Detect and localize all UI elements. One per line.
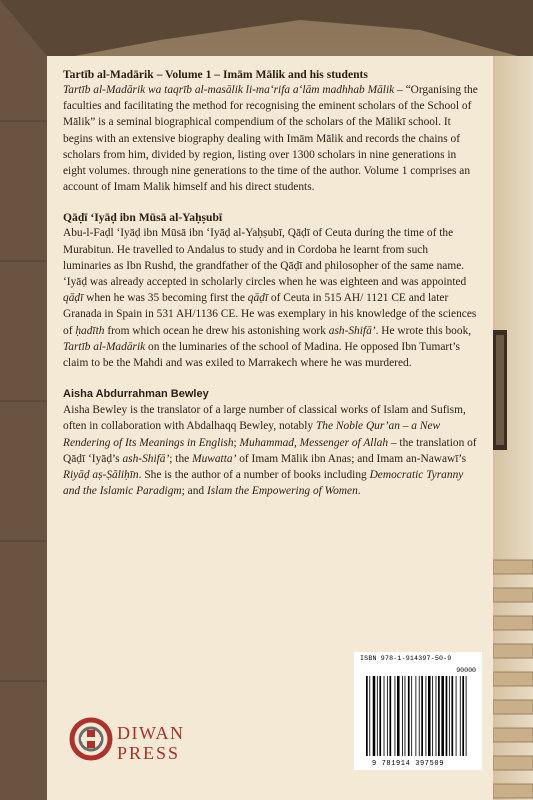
barcode-bar	[379, 676, 381, 756]
barcode-bar	[432, 676, 433, 756]
diwan-press-logo	[69, 714, 209, 774]
price-code: 90000	[456, 667, 476, 674]
barcode-bar	[421, 676, 423, 756]
barcode-bar	[415, 676, 416, 756]
barcode-bar	[436, 676, 437, 756]
text-run: .	[357, 485, 361, 498]
barcode-bar	[408, 676, 410, 756]
barcode-bar	[456, 676, 457, 756]
barcode-bar	[449, 676, 450, 756]
barcode-bar	[397, 676, 400, 756]
text-run: on the luminaries of the school of Madina. He opposed Ibn Tumart’s claim to be the Mahdi and was exiled to Marrakech where he was murdered.	[63, 340, 460, 370]
italic-text-run: Muhammad, Messenger of Allah	[239, 436, 389, 449]
barcode-bars	[354, 652, 482, 770]
barcode-bar	[402, 676, 403, 756]
barcode-bar	[428, 676, 431, 756]
text-run: . He wrote this book,	[375, 324, 472, 337]
text-run: Aisha Bewley is the translator of a large number of classical works of Islam and Sufism, often in collaboration with Abdalhaqq Bewley, notably	[63, 404, 466, 433]
text-run: ;	[233, 436, 240, 449]
translator-biography	[63, 402, 478, 499]
text-run: ; the	[169, 452, 193, 465]
italic-text-run: Muwatta’	[192, 452, 237, 465]
barcode-bar	[387, 676, 388, 756]
barcode-bar	[369, 676, 370, 756]
barcode-bar	[373, 676, 376, 756]
barcode-bar	[441, 676, 444, 756]
isbn-text: ISBN 978-1-914397-50-9	[360, 655, 452, 662]
italic-text-run: Democratic Tyranny and the Islamic Paradigm	[63, 469, 464, 498]
text-run: of Ceuta in 515 AH/ 1121 CE and later Granada in Spain in 531 AH/1136 CE. He was exemplary in his knowledge of the sciences of	[63, 292, 477, 337]
barcode-bar	[438, 676, 440, 756]
barcode-bar	[446, 676, 448, 756]
barcode-bar	[395, 676, 396, 756]
text-run: from which ocean he drew his astonishing work	[104, 324, 329, 337]
publisher-name-line1: DIWAN	[117, 723, 185, 743]
text-run: when he was 35 becoming first the	[83, 292, 248, 305]
italic-text-run: ash-Shifā’	[122, 452, 170, 465]
text-run: . She is the author of a number of books including	[138, 469, 370, 482]
italic-text-run: ash-Shifā’	[328, 324, 376, 337]
italic-text-run: Tartīb al-Madārik wa taqrīb al-masālik li-ma‘rifa a‘lām madhhab Mālik	[63, 84, 395, 96]
italic-text-run: The Noble Qur’an – a New Rendering of Its Meanings in English	[63, 420, 441, 449]
barcode-number: 9 781914 397509	[372, 760, 445, 768]
author-heading: Qāḍī ‘Iyāḍ ibn Mūsā al-Yaḥṣubī	[63, 211, 223, 225]
text-run: – the translation of Qāḍī ‘Iyāḍ’s	[63, 436, 477, 465]
italic-text-run: qāḍī	[247, 292, 269, 305]
barcode-bar	[419, 676, 420, 756]
isbn-barcode	[354, 652, 482, 770]
text-run: ; and	[181, 485, 207, 498]
book-title-heading: Tartīb al-Madārik – Volume 1 – Imām Mālik and his students	[63, 68, 368, 81]
italic-text-run: qāḍī	[63, 292, 84, 305]
italic-text-run: ḥadīth	[75, 324, 105, 337]
barcode-bar	[366, 676, 368, 756]
author-biography	[63, 225, 478, 371]
barcode-bar	[389, 676, 391, 756]
text-panel	[47, 56, 493, 800]
barcode-bar	[462, 676, 464, 756]
text-run: Abu-l-Faḍl ‘Iyāḍ ibn Mūsā ibn ‘Iyāḍ al-Yaḥṣubī, Qāḍī of Ceuta during the time of the Murabitun. He travelled to Andalus to study and in Cordoba he learnt from such luminaries as Ibn Rushd, the grandfather of the Qāḍī and philosopher of the same name. ‘Iyāḍ was already accepted in scholarly circles when he was eighteen and was appointed	[63, 227, 467, 289]
barcode-bar	[460, 676, 461, 756]
italic-text-run: Tartīb al-Madārik	[63, 340, 146, 353]
text-run: of Imam Mālik ibn Anas; and Imam an-Nawawī’s	[236, 452, 467, 465]
barcode-bar	[377, 676, 378, 756]
italic-text-run: Islam the Empowering of Women	[206, 485, 358, 498]
book-description	[63, 82, 478, 195]
barcode-bar	[426, 676, 427, 756]
barcode-bar	[466, 676, 467, 756]
italic-text-run: Riyāḍ aṣ-Ṣāliḥīn	[63, 469, 139, 482]
text-run: – “Organising the faculties and facilitating the method for recognising the eminent scholars of the School of Mālik” is a seminal biographical compendium of the scholars of the Mālikī school. It begins with an extensive biography dealing with Imām Mālik and records the chains of scholars from him, divided by region, listing over 1300 scholars in nine generations in eight volumes. through nine generations to the time of the author. Volume 1 comprises an account of Imam Malik himself and his direct students.	[63, 84, 478, 194]
translator-heading: Aisha Abdurrahman Bewley	[63, 388, 209, 401]
barcode-bar	[451, 676, 453, 756]
barcode-bar	[411, 676, 412, 756]
barcode-bar	[405, 676, 406, 756]
barcode-bar	[384, 676, 385, 756]
publisher-name-line2: PRESS	[117, 743, 181, 763]
back-cover-text	[63, 67, 478, 499]
diwan-emblem-icon	[72, 720, 110, 758]
